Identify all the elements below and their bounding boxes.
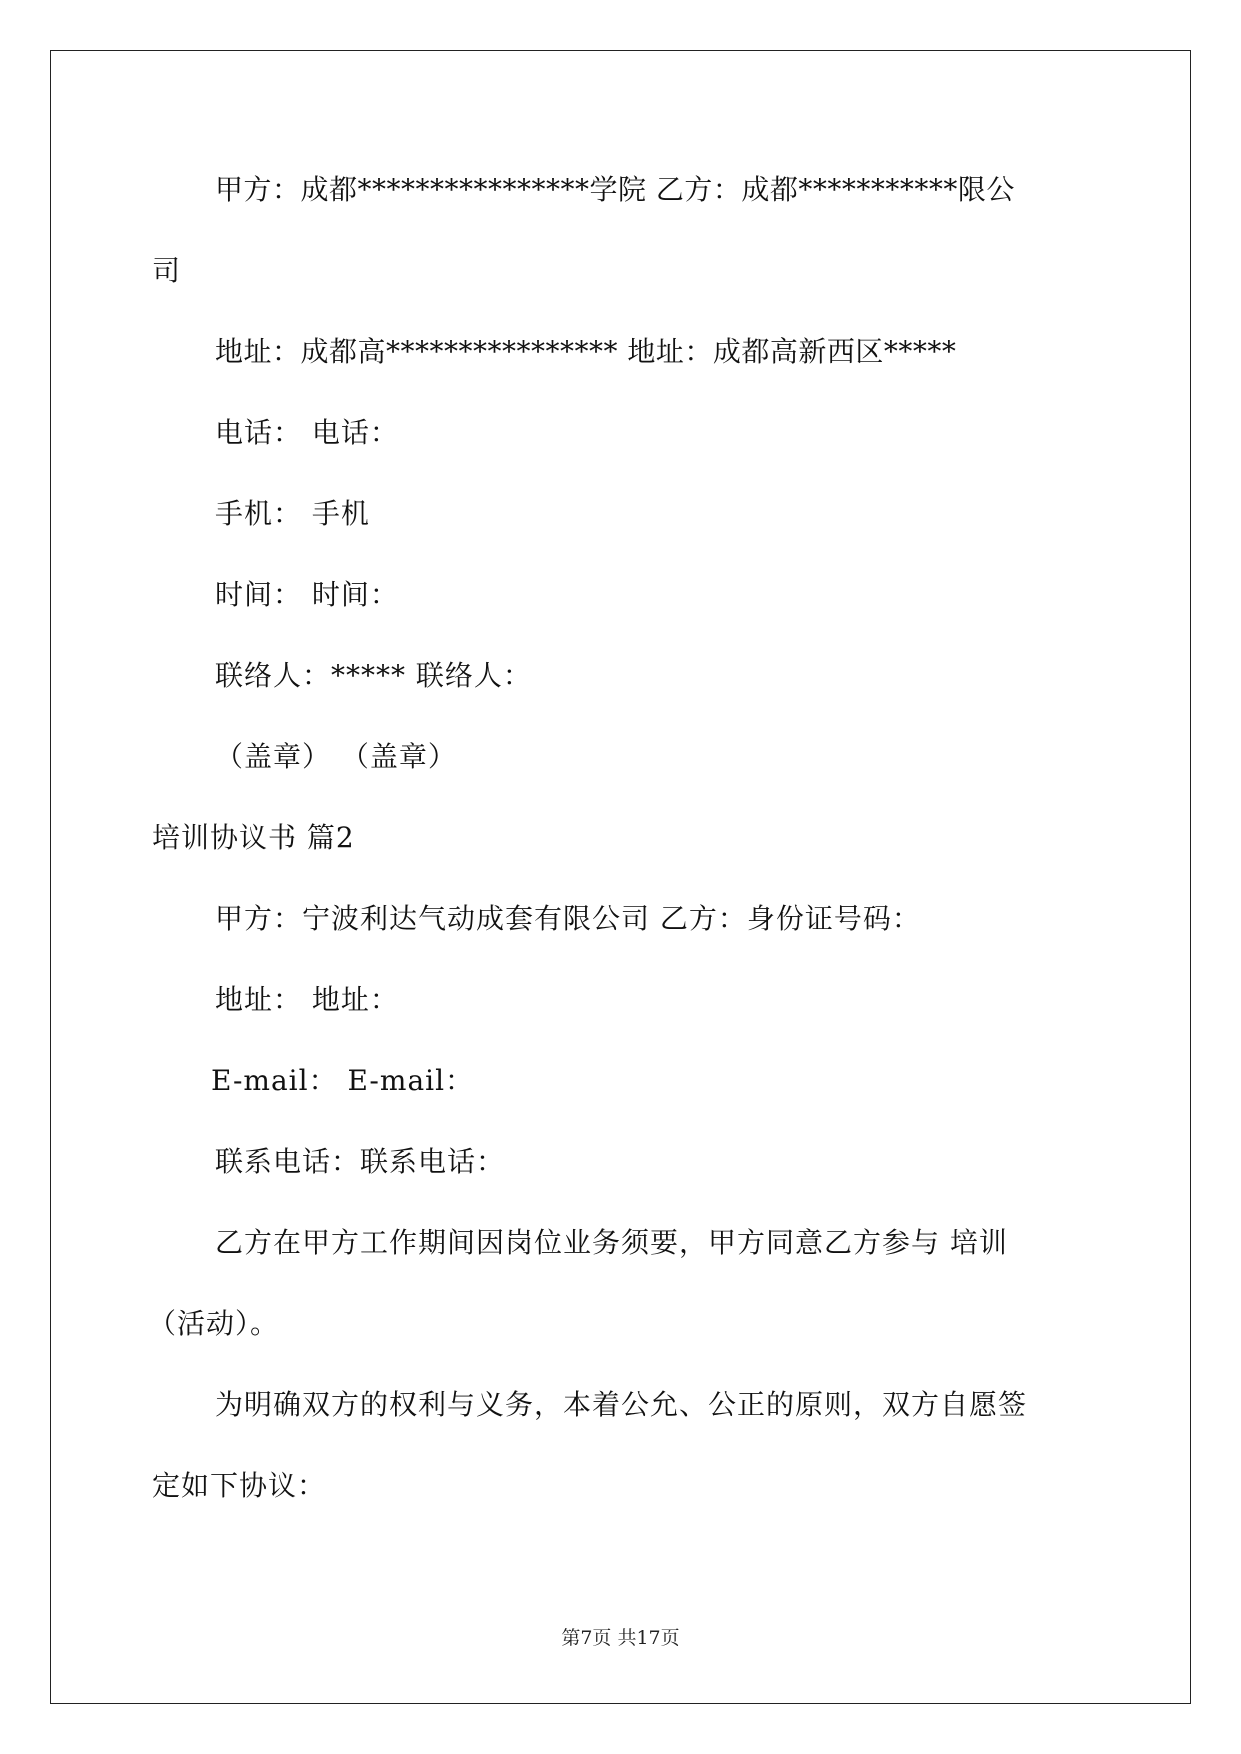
page-frame <box>50 50 1191 1704</box>
contact-phone-line: 联系电话：联系电话： <box>215 1145 506 1178</box>
address-line: 地址：成都高**************** 地址：成都高新西区***** <box>215 335 957 368</box>
phone-line: 电话： 电话： <box>215 416 399 449</box>
address-line-2: 地址： 地址： <box>215 983 399 1016</box>
party-b-continuation: 司 <box>152 254 182 287</box>
party-a-line: 甲方：成都****************学院 乙方：成都***********限公 <box>215 173 1015 206</box>
paragraph-agreement: 为明确双方的权利与义务，本着公允、公正的原则，双方自愿签 <box>215 1388 1028 1421</box>
page-number: 第7页 共17页 <box>561 1627 680 1649</box>
paragraph-training: 乙方在甲方工作期间因岗位业务须要，甲方同意乙方参与 培训 <box>215 1226 1008 1259</box>
time-line: 时间： 时间： <box>215 578 399 611</box>
contact-person-line: 联络人：***** 联络人： <box>215 659 532 692</box>
paragraph-training-cont: （活动）。 <box>148 1307 280 1340</box>
party-a-line-2: 甲方：宁波利达气动成套有限公司 乙方：身份证号码： <box>215 902 921 935</box>
seal-line: （盖章） （盖章） <box>215 740 457 773</box>
email-line: E-mail： E-mail： <box>211 1064 475 1097</box>
paragraph-agreement-cont: 定如下协议： <box>152 1469 327 1502</box>
mobile-line: 手机： 手机 <box>215 497 370 530</box>
section-heading: 培训协议书 篇2 <box>152 821 355 854</box>
